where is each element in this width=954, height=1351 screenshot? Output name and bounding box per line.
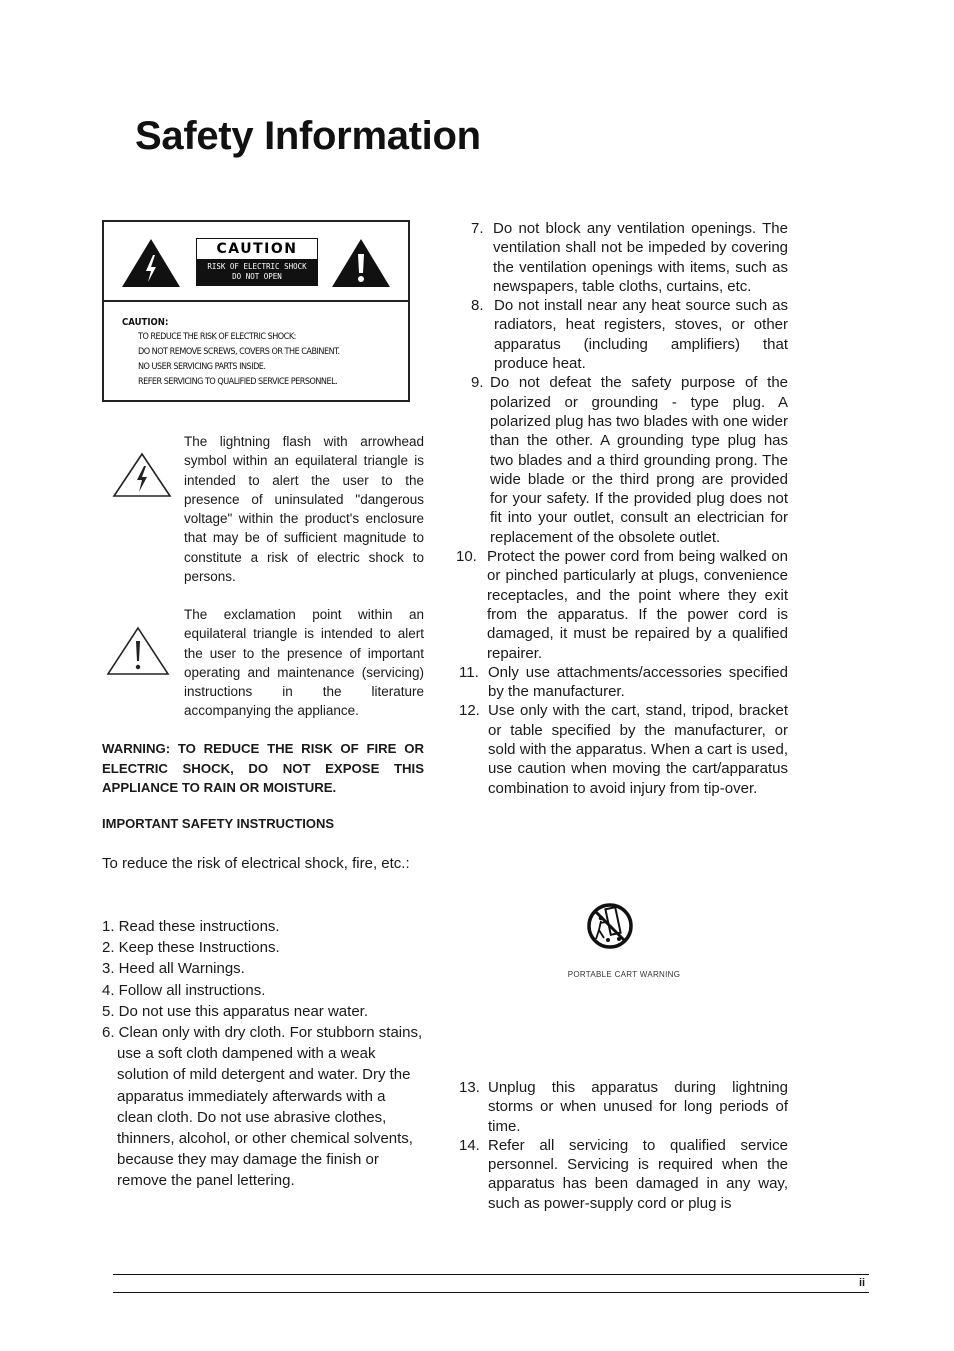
warning-text: WARNING: TO REDUCE THE RISK OF FIRE OR ELECTRIC SHOCK, DO NOT EXPOSE THIS APPLIANCE TO RAIN OR MOISTURE. xyxy=(102,741,424,795)
caution-sub xyxy=(197,259,317,285)
caution-caption xyxy=(122,315,340,390)
list-item-text: Do not block any ventilation openings. The ventilation shall not be impeded by covering the ventilation openings with items, such as newspapers, table cloths, curtains, etc. xyxy=(493,220,788,295)
list-item-number: 13. xyxy=(459,1079,480,1096)
exclamation-symbol-description: The exclamation point within an equilateral triangle is intended to alert the user to the presence of important operating and maintenance (servicing) instructions in the literature accompanying the appliance. xyxy=(184,607,424,719)
caution-caption-line: TO REDUCE THE RISK OF ELECTRIC SHOCK: xyxy=(138,332,296,342)
caution-label-header xyxy=(104,222,408,302)
portable-cart-warning-icon xyxy=(586,892,634,964)
caution-sub-line1: RISK OF ELECTRIC SHOCK xyxy=(207,262,307,271)
exclamation-triangle-icon xyxy=(106,626,170,676)
caution-sub-line2: DO NOT OPEN xyxy=(232,272,282,281)
lightning-warning-icon xyxy=(120,237,182,289)
caution-heading: CAUTION xyxy=(197,239,317,259)
important-safety-heading: IMPORTANT SAFETY INSTRUCTIONS xyxy=(102,816,335,831)
list-item: 1. Read these instructions. xyxy=(102,918,280,935)
caution-label xyxy=(102,220,410,402)
exclamation-warning-icon xyxy=(330,237,392,289)
list-item: 3. Heed all Warnings. xyxy=(102,960,245,978)
lightning-triangle-icon xyxy=(112,452,172,498)
list-item xyxy=(456,373,788,547)
list-item-number: 12. xyxy=(459,702,480,720)
caution-plate xyxy=(196,238,318,286)
list-item xyxy=(456,1136,788,1213)
list-item xyxy=(456,663,788,702)
list-item-number: 8. xyxy=(471,297,484,315)
lightning-symbol-description: The lightning flash with arrowhead symbol within an equilateral triangle is intended to alert the user to the presence of uninsulated "dangerous voltage" within the product's enclosure that may be of sufficient magnitude to constitute a risk of electric shock to persons. xyxy=(184,434,424,585)
list-item-text: Do not install near any heat source such as radiators, heat registers, stoves, or other apparatus (including amplifiers) that produce heat. xyxy=(494,297,788,373)
caution-caption-line: NO USER SERVICING PARTS INSIDE. xyxy=(138,362,266,372)
caution-caption-line: REFER SERVICING TO QUALIFIED SERVICE PERSONNEL. xyxy=(138,377,338,387)
instruction-list-right xyxy=(456,219,788,798)
list-item-text: Use only with the cart, stand, tripod, bracket or table specified by the manufacturer, or sold with the apparatus. When a cart is used, use caution when moving the cart/apparatus combination to avoid injury from tip-over. xyxy=(488,702,788,797)
page-title: Safety Information xyxy=(135,114,481,158)
instruction-list-right-continued xyxy=(456,1078,788,1213)
list-item-text: Only use attachments/accessories specified by the manufacturer. xyxy=(488,663,788,701)
list-item-number: 9. xyxy=(471,374,484,392)
cart-warning-caption: PORTABLE CART WARNING xyxy=(567,970,681,979)
list-item: 5. Do not use this apparatus near water. xyxy=(102,1002,368,1020)
list-item xyxy=(456,1078,788,1136)
list-item: 6. Clean only with dry cloth. For stubborn stains, use a soft cloth dampened with a weak solution of mild detergent and water. Dry the apparatus immediately afterwards with a clean cloth. Do not use abrasive clothes, thinners, alcohol, or other chemical solvents, because they may damage the finish or remove the panel lettering. xyxy=(102,1024,423,1190)
list-item-text: Refer all servicing to qualified service personnel. Servicing is required when the apparatus has been damaged in any way, such as power-supply cord or plug is xyxy=(488,1136,788,1212)
list-item xyxy=(456,701,788,797)
list-item xyxy=(456,296,788,373)
instruction-list-left xyxy=(102,916,424,1192)
caution-caption-line: DO NOT REMOVE SCREWS, COVERS OR THE CABINENT. xyxy=(138,347,340,357)
list-item-number: 14. xyxy=(459,1136,480,1154)
footer-rule-top xyxy=(113,1274,869,1275)
list-item xyxy=(456,219,788,296)
list-item: 4. Follow all instructions. xyxy=(102,981,266,999)
list-item-text: Protect the power cord from being walked on or pinched particularly at plugs, convenience receptacles, and the point where they exit from the apparatus. If the power cord is damaged, it must be repaired by a qualified repairer. xyxy=(487,548,788,662)
list-item-number: 10. xyxy=(456,548,477,566)
list-item-text: Do not defeat the safety purpose of the polarized or grounding - type plug. A polarized plug has two blades with one wider than the other. A grounding type plug has two blades and a third grounding prong. The wide blade or the third prong are provided for your safety. If the provided plug does not fit into your outlet, consult an electrician for replacement of the obsolete outlet. xyxy=(490,374,788,546)
footer-rule-bottom xyxy=(113,1292,869,1293)
intro-text: To reduce the risk of electrical shock, fire, etc.: xyxy=(102,855,410,872)
caution-caption-heading: CAUTION: xyxy=(122,317,169,328)
page-number: ii xyxy=(859,1277,866,1289)
list-item: 2. Keep these Instructions. xyxy=(102,939,280,957)
list-item-text: Unplug this apparatus during lightning storms or when unused for long periods of time. xyxy=(488,1079,788,1135)
list-item xyxy=(456,547,788,663)
list-item-number: 11. xyxy=(459,663,479,681)
list-item-number: 7. xyxy=(471,220,484,237)
